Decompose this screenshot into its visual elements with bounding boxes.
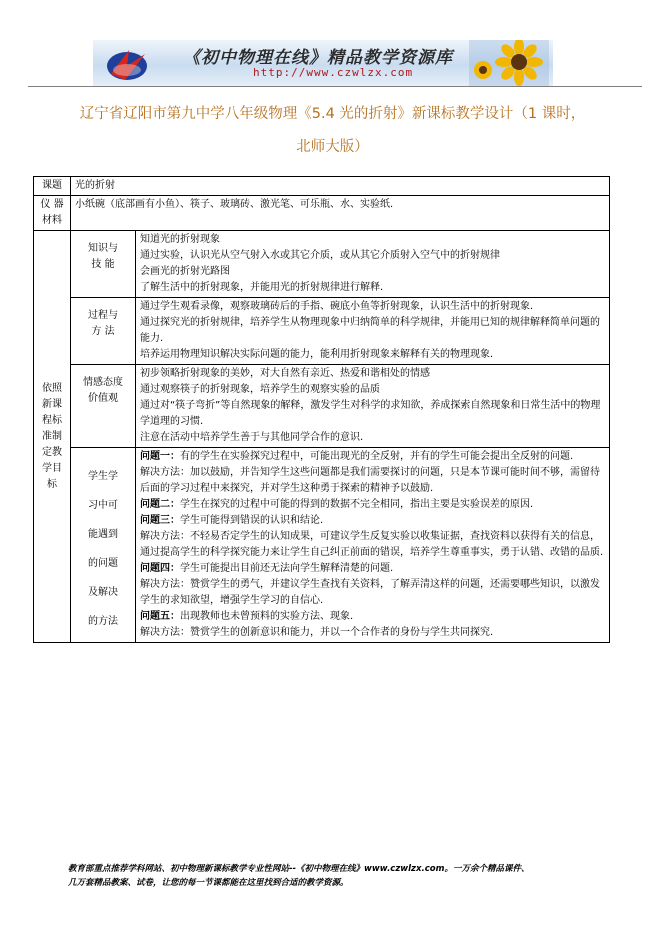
topic-label: 课题 (34, 177, 71, 196)
banner-divider (28, 86, 642, 87)
problem-item: 问题一：有的学生在实验探究过程中，可能出现光的全反射，并有的学生可能会提出全反射的问题. (140, 451, 574, 462)
problem-item: 问题四：学生可能提出目前还无法向学生解释清楚的问题. (140, 563, 394, 574)
emotion-row (34, 365, 610, 448)
sunflower-icon (469, 40, 549, 86)
site-logo-icon (105, 44, 149, 84)
site-banner (93, 40, 553, 86)
document-title-line-1: 辽宁省辽阳市第九中学八年级物理《5.4 光的折射》新课标教学设计（1 课时， (79, 106, 586, 122)
banner-url[interactable]: http://www.czwlzx.com (253, 66, 414, 79)
page-footer (68, 862, 608, 890)
document-title (40, 98, 625, 164)
problems-content (136, 448, 610, 643)
problem-solution: 解决方法：赞赏学生的勇气，并建议学生查找有关资料，了解弄清这样的问题，还需要哪些知识，以激发学生的求知欲望，增强学生学习的自信心. (140, 579, 600, 606)
emotion-label: 情感态度 价值观 (71, 365, 136, 448)
problems-label: 学生学 习中可 能遇到 的问题 及解决 的方法 (71, 448, 136, 643)
materials-value: 小纸碗（底部画有小鱼）、筷子、玻璃砖、激光笔、可乐瓶、水、实验纸. (71, 196, 610, 231)
problem-item: 问题三：学生可能得到错误的认识和结论. (140, 515, 324, 526)
process-row (34, 298, 610, 365)
topic-value: 光的折射 (71, 177, 610, 196)
problems-row (34, 448, 610, 643)
document-title-line-2: 北师大版） (296, 139, 369, 155)
problem-solution: 解决方法：加以鼓励，并告知学生这些问题都是我们需要探讨的问题，只是本节课可能时间不够，需留待后面的学习过程中来探究，并对学生这种勇于探索的精神予以鼓励. (140, 467, 600, 494)
process-label: 过程与 方 法 (71, 298, 136, 365)
emotion-content: 初步领略折射现象的美妙，对大自然有亲近、热爱和谐相处的情感 通过观察筷子的折射现象，培养学生的观察实验的品质 通过对“筷子弯折”等自然现象的解释，激发学生对科学的求知欲，养成探索自然现象和日常生活中的物理学道理的习惯. 注意在活动中培养学生善于与其他同学合作的意识. (136, 365, 610, 448)
knowledge-row (34, 231, 610, 298)
materials-label: 仪 器 材料 (34, 196, 71, 231)
process-content: 通过学生观看录像，观察玻璃砖后的手指、碗底小鱼等折射现象，认识生活中的折射现象. 通过探究光的折射规律，培养学生从物理现象中归纳简单的科学规律，并能用已知的规律解释简单问题的能力. 培养运用物理知识解决实际问题的能力，能利用折射现象来解释有关的物理现象. (136, 298, 610, 365)
topic-row (34, 177, 610, 196)
goals-label: 依照 新课 程标 准制 定教 学目 标 (34, 231, 71, 643)
lesson-design-table (33, 176, 610, 643)
problem-solution: 解决方法：不轻易否定学生的认知成果，可建议学生反复实验以收集证据，查找资料以获得有关的信息，通过提高学生的科学探究能力来让学生自己纠正前面的错误，培养学生尊重事实，勇于认错、改错的品质. (140, 531, 604, 558)
problem-item: 问题二：学生在探究的过程中可能的得到的数据不完全相同，指出主要是实验误差的原因. (140, 499, 534, 510)
footer-line-1: 教育部重点推荐学科网站、初中物理新课标教学专业性网站--《初中物理在线》www.czwlzx.com。一万余个精品课件、 (68, 864, 530, 874)
problem-item: 问题五：出现教师也未曾预料的实验方法、现象. (140, 611, 354, 622)
knowledge-content: 知道光的折射现象 通过实验，认识光从空气射入水或其它介质，或从其它介质射入空气中的折射规律 会画光的折射光路图 了解生活中的折射现象，并能用光的折射规律进行解释. (136, 231, 610, 298)
problem-solution: 解决方法：赞赏学生的创新意识和能力，并以一个合作者的身份与学生共同探究. (140, 627, 494, 638)
banner-title: 《初中物理在线》精品教学资源库 (183, 48, 453, 68)
footer-line-2: 几万套精品教案、试卷，让您的每一节课都能在这里找到合适的教学资源。 (68, 878, 349, 888)
knowledge-label: 知识与 技 能 (71, 231, 136, 298)
materials-row (34, 196, 610, 231)
